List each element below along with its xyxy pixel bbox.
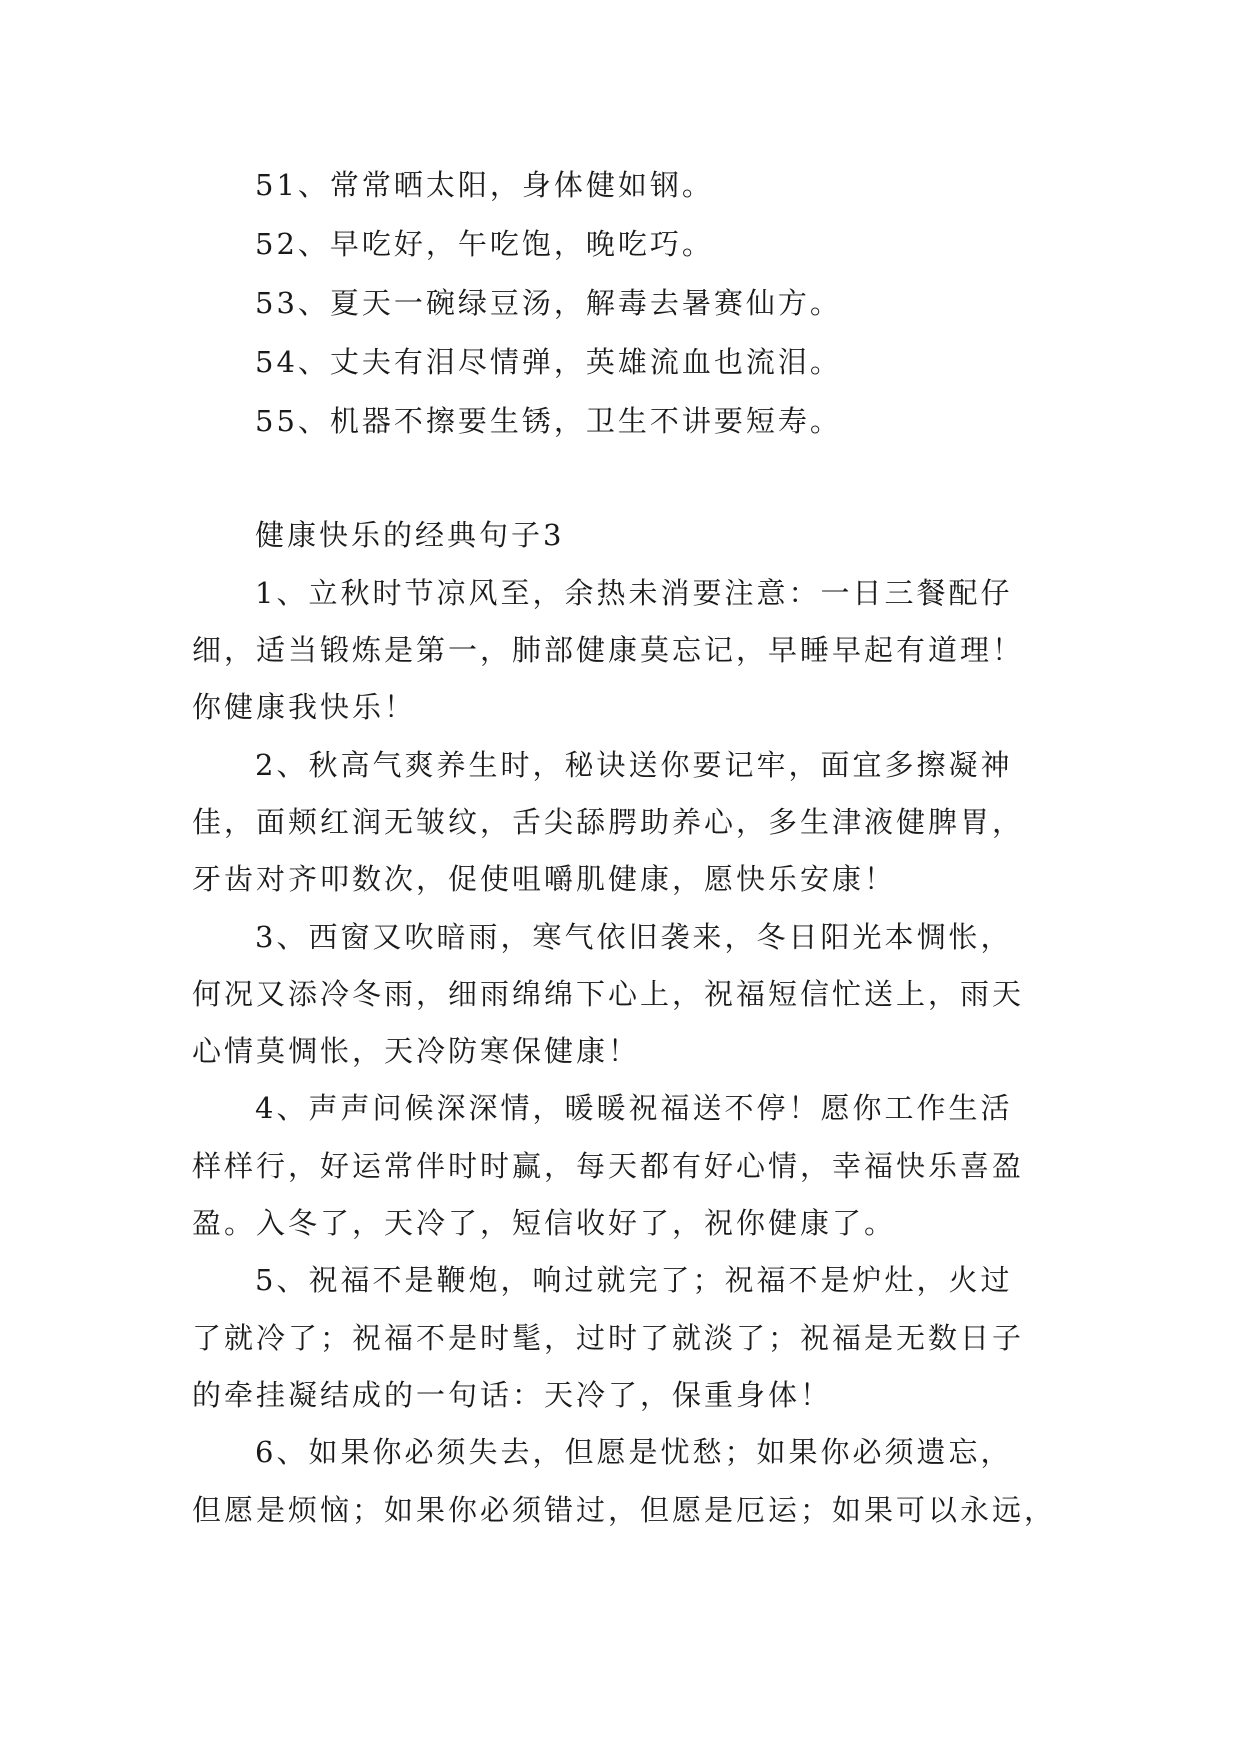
list-item: 51、常常晒太阳，身体健如钢。 <box>255 168 714 202</box>
paragraph-5-line-2: 了就冷了；祝福不是时髦，过时了就淡了；祝福是无数日子 <box>192 1321 1025 1355</box>
list-item: 52、早吃好，午吃饱，晚吃巧。 <box>255 227 714 261</box>
paragraph-1-line-3: 你健康我快乐！ <box>192 690 417 724</box>
paragraph-4-line-3: 盈。入冬了，天冷了，短信收好了，祝你健康了。 <box>192 1206 897 1240</box>
paragraph-3-line-3: 心情莫惆怅，天冷防寒保健康！ <box>192 1034 641 1068</box>
paragraph-4-line-2: 样样行，好运常伴时时赢，每天都有好心情，幸福快乐喜盈 <box>192 1149 1025 1183</box>
paragraph-2-line-3: 牙齿对齐叩数次，促使咀嚼肌健康，愿快乐安康！ <box>192 862 897 896</box>
paragraph-4-line-1: 4、声声问候深深情，暖暖祝福送不停！愿你工作生活 <box>255 1091 1013 1125</box>
paragraph-5-line-1: 5、祝福不是鞭炮，响过就完了；祝福不是炉灶，火过 <box>255 1263 1013 1297</box>
paragraph-3-line-1: 3、西窗又吹暗雨，寒气依旧袭来，冬日阳光本惆怅， <box>255 920 1013 954</box>
paragraph-6-line-1: 6、如果你必须失去，但愿是忧愁；如果你必须遗忘， <box>255 1435 1013 1469</box>
paragraph-3-line-2: 何况又添冷冬雨，细雨绵绵下心上，祝福短信忙送上，雨天 <box>192 977 1025 1011</box>
paragraph-1-line-2: 细，适当锻炼是第一，肺部健康莫忘记，早睡早起有道理！ <box>192 633 1025 667</box>
paragraph-1-line-1: 1、立秋时节凉风至，余热未消要注意：一日三餐配仔 <box>255 576 1013 610</box>
paragraph-5-line-3: 的牵挂凝结成的一句话：天冷了，保重身体！ <box>192 1378 833 1412</box>
paragraph-2-line-1: 2、秋高气爽养生时，秘诀送你要记牢，面宜多擦凝神 <box>255 748 1013 782</box>
section-title: 健康快乐的经典句子3 <box>255 518 565 552</box>
list-item: 54、丈夫有泪尽情弹，英雄流血也流泪。 <box>255 345 842 379</box>
paragraph-2-line-2: 佳，面颊红润无皱纹，舌尖舔腭助养心，多生津液健脾胃， <box>192 805 1025 839</box>
list-item: 55、机器不擦要生锈，卫生不讲要短寿。 <box>255 404 842 438</box>
paragraph-6-line-2: 但愿是烦恼；如果你必须错过，但愿是厄运；如果可以永远， <box>192 1493 1057 1527</box>
list-item: 53、夏天一碗绿豆汤，解毒去暑赛仙方。 <box>255 286 842 320</box>
